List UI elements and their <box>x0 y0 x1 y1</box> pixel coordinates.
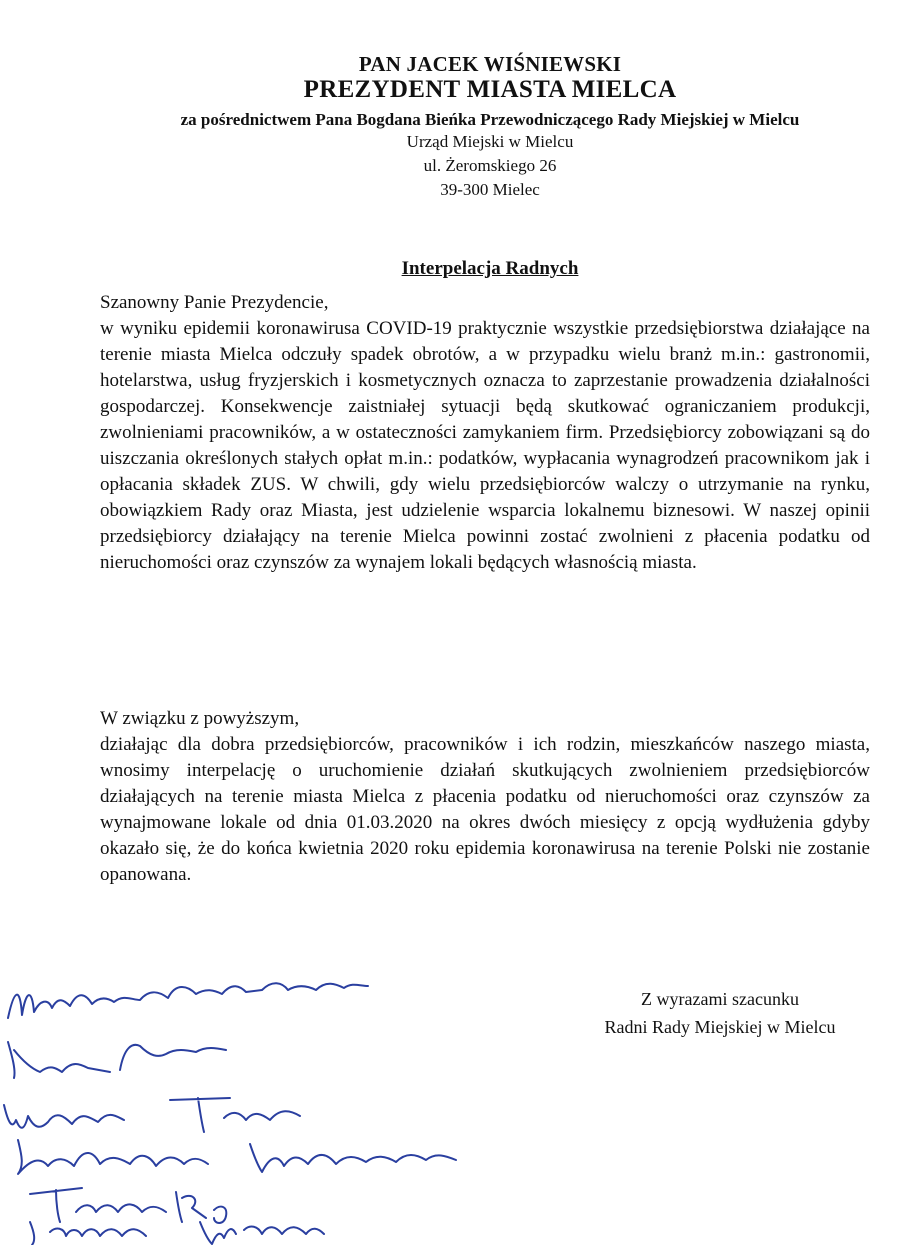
via-line: za pośrednictwem Pana Bogdana Bieńka Przewodniczącego Rady Miejskiej w Mielcu <box>180 110 800 129</box>
closing-block <box>560 985 880 1041</box>
document-title: Interpelacja Radnych <box>401 258 579 279</box>
address-city: 39-300 Mielec <box>440 180 540 199</box>
handwritten-signatures <box>0 960 520 1245</box>
addressee-title: PREZYDENT MIASTA MIELCA <box>303 76 677 103</box>
paragraph-1: w wyniku epidemii koronawirusa COVID-19 praktycznie wszystkie przedsiębiorstwa działające na terenie miasta Mielca odczuły spadek obrotów, a w przypadku wielu branż m.in.: gastronomii, hotelarstwa, usług fryzjerskich i kosmetycznych oznacza to zaprzestanie prowadzenia działalności gospodarczej. Konsekwencje zaistniałej sytuacji będą skutkować ograniczaniem produkcji, zwolnieniami pracowników, a w ostateczności zamykaniem firm. Przedsiębiorcy zobowiązani są do uiszczania określonych stałych opłat m.in.: podatków, wypłacania wynagrodzeń pracownikom jak i opłacania składek ZUS. W chwili, gdy wielu przedsiębiorców walczy o utrzymanie na rynku, obowiązkiem Rady oraz Miasta, jest udzielenie wsparcia lokalnemu biznesowi. W naszej opinii przedsiębiorcy działający na terenie Mielca powinni zostać zwolnieni z płacenia podatku od nieruchomości oraz czynszów za wynajem lokali będących własnością miasta. <box>100 318 870 573</box>
signature-6 <box>30 1222 324 1245</box>
signature-3 <box>4 1098 300 1132</box>
signature-2 <box>8 1042 226 1078</box>
paragraph-2: działając dla dobra przedsiębiorców, pracowników i ich rodzin, mieszkańców naszego miasta, wnosimy interpelację o uruchomienie działań skutkujących zwolnieniem przedsiębiorców działających na terenie miasta Mielca z płacenia podatku od nieruchomości oraz czynszów za wynajmowane lokale od dnia 01.03.2020 na okres dwóch miesięcy z opcją wydłużenia gdyby okazało się, że do końca kwietnia 2020 roku epidemia koronawirusa na terenie Polski nie zostanie opanowana. <box>100 734 870 885</box>
address-street: ul. Żeromskiego 26 <box>423 156 557 175</box>
closing-signatories: Radni Rady Miejskiej w Mielcu <box>604 1017 836 1037</box>
greeting: Szanowny Panie Prezydencie, <box>100 292 329 313</box>
address-office: Urząd Miejski w Mielcu <box>406 132 574 151</box>
addressee-name: PAN JACEK WIŚNIEWSKI <box>358 52 622 76</box>
paragraph-2-intro: W związku z powyższym, <box>100 708 300 729</box>
signatures-drawing <box>0 960 520 1245</box>
signature-1 <box>8 983 368 1018</box>
closing-regards: Z wyrazami szacunku <box>641 989 799 1009</box>
signature-4 <box>18 1140 456 1174</box>
signature-5 <box>30 1188 226 1223</box>
